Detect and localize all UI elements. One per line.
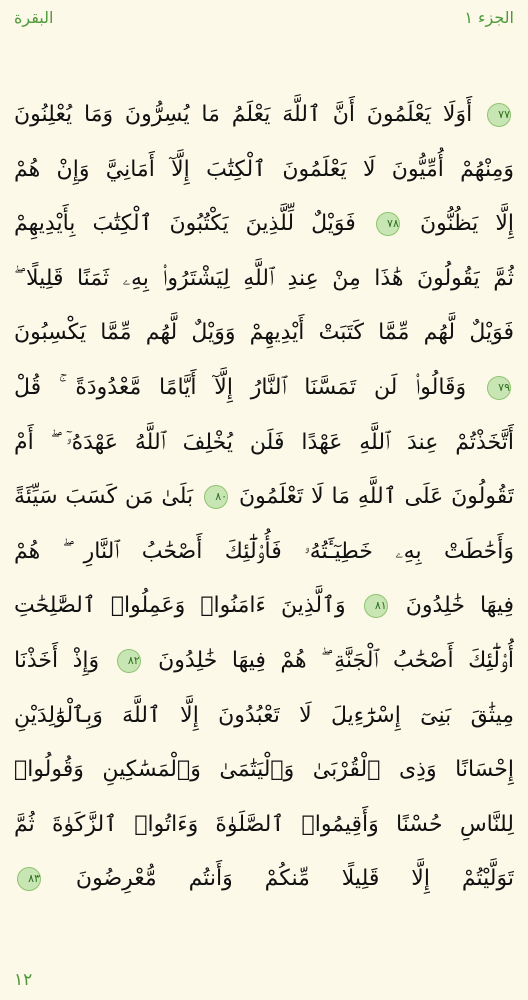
quran-line bbox=[14, 306, 514, 361]
verse-text: ثُمَّ يَقُولُونَ هَٰذَا مِنْ عِندِ ٱللَّهِ لِيَشْتَرُوا۟ بِهِۦ ثَمَنًا قَلِيلًا ۖ bbox=[14, 265, 514, 291]
verse-text: إِلَّا يَظُنُّونَ bbox=[402, 211, 514, 237]
verse-text: أُو۟لَٰٓئِكَ أَصْحَٰبُ ٱلْجَنَّةِ ۖ هُمْ فِيهَا خَٰلِدُونَ bbox=[143, 647, 514, 673]
quran-line bbox=[14, 579, 514, 634]
verse-text: فِيهَا خَٰلِدُونَ bbox=[390, 593, 514, 619]
verse-text: وَأَحَٰطَتْ بِهِۦ خَطِيٓـَٔتُهُۥ فَأُو۟لَٰٓئِكَ أَصْحَٰبُ ٱلنَّارِ ۖ هُمْ bbox=[14, 538, 514, 564]
verse-number-marker[interactable]: ٧٧ bbox=[487, 103, 511, 127]
verse-text: مِيثَٰقَ بَنِىٓ إِسْرَٰٓءِيلَ لَا تَعْبُدُونَ إِلَّا ٱللَّهَ وَبِٱلْوَٰلِدَيْنِ bbox=[14, 702, 514, 728]
verse-number-marker[interactable]: ٧٩ bbox=[487, 376, 511, 400]
quran-line bbox=[14, 689, 514, 744]
verse-text: وَمِنْهُمْ أُمِّيُّونَ لَا يَعْلَمُونَ ٱلْكِتَٰبَ إِلَّآ أَمَانِيَّ وَإِنْ هُمْ bbox=[14, 156, 514, 182]
page-header bbox=[0, 0, 528, 34]
page-number: ١٢ bbox=[14, 970, 33, 990]
quran-line bbox=[14, 852, 514, 907]
quran-line bbox=[14, 197, 514, 252]
verse-text: إِحْسَانًا وَذِى ٱلْقُرْبَىٰ وَٱلْيَتَٰمَىٰ وَٱلْمَسَٰكِينِ وَقُولُوا۟ bbox=[14, 757, 514, 783]
verse-text: فَوَيْلٌ لَّهُم مِّمَّا كَتَبَتْ أَيْدِيهِمْ وَوَيْلٌ لَّهُم مِّمَّا يَكْسِبُونَ bbox=[14, 320, 514, 346]
verse-text: وَإِذْ أَخَذْنَا bbox=[14, 647, 114, 673]
quran-line bbox=[14, 252, 514, 307]
quran-line bbox=[14, 416, 514, 471]
verse-text: بَلَىٰ مَن كَسَبَ سَيِّئَةً bbox=[14, 484, 202, 510]
verse-text: تَقُولُونَ عَلَى ٱللَّهِ مَا لَا تَعْلَمُونَ bbox=[231, 484, 514, 510]
verse-text: أَتَّخَذْتُمْ عِندَ ٱللَّهِ عَهْدًا فَلَن يُخْلِفَ ٱللَّهُ عَهْدَهُۥٓ ۖ أَمْ bbox=[14, 429, 514, 455]
verse-text: وَٱلَّذِينَ ءَامَنُوا۟ وَعَمِلُوا۟ ٱلصَّٰلِحَٰتِ bbox=[14, 593, 361, 619]
verse-text: فَوَيْلٌ لِّلَّذِينَ يَكْتُبُونَ ٱلْكِتَٰبَ بِأَيْدِيهِمْ bbox=[14, 211, 373, 237]
verse-number-marker[interactable]: ٨٢ bbox=[117, 649, 141, 673]
verse-text: لِلنَّاسِ حُسْنًا وَأَقِيمُوا۟ ٱلصَّلَوٰةَ وَءَاتُوا۟ ٱلزَّكَوٰةَ ثُمَّ bbox=[14, 811, 514, 837]
quran-page-text bbox=[14, 88, 514, 908]
juz-label: الجزء ١ bbox=[464, 7, 514, 27]
verse-text: تَوَلَّيْتُمْ إِلَّا قَلِيلًا مِّنكُمْ وَأَنتُم مُّعْرِضُونَ bbox=[44, 866, 514, 892]
verse-number-marker[interactable]: ٧٨ bbox=[376, 212, 400, 236]
quran-line bbox=[14, 634, 514, 689]
quran-line bbox=[14, 470, 514, 525]
quran-line bbox=[14, 361, 514, 416]
quran-line bbox=[14, 525, 514, 580]
verse-text: أَوَلَا يَعْلَمُونَ أَنَّ ٱللَّهَ يَعْلَمُ مَا يُسِرُّونَ وَمَا يُعْلِنُونَ bbox=[14, 102, 484, 127]
surah-name: البقرة bbox=[14, 7, 54, 27]
quran-line bbox=[14, 88, 514, 143]
verse-text: وَقَالُوا۟ لَن تَمَسَّنَا ٱلنَّارُ إِلَّآ أَيَّامًا مَّعْدُودَةً ۚ قُلْ bbox=[14, 374, 484, 400]
verse-number-marker[interactable]: ٨٠ bbox=[204, 485, 228, 509]
verse-number-marker[interactable]: ٨٣ bbox=[17, 867, 41, 891]
quran-line bbox=[14, 798, 514, 853]
quran-line bbox=[14, 743, 514, 798]
quran-line bbox=[14, 143, 514, 198]
verse-number-marker[interactable]: ٨١ bbox=[364, 594, 388, 618]
